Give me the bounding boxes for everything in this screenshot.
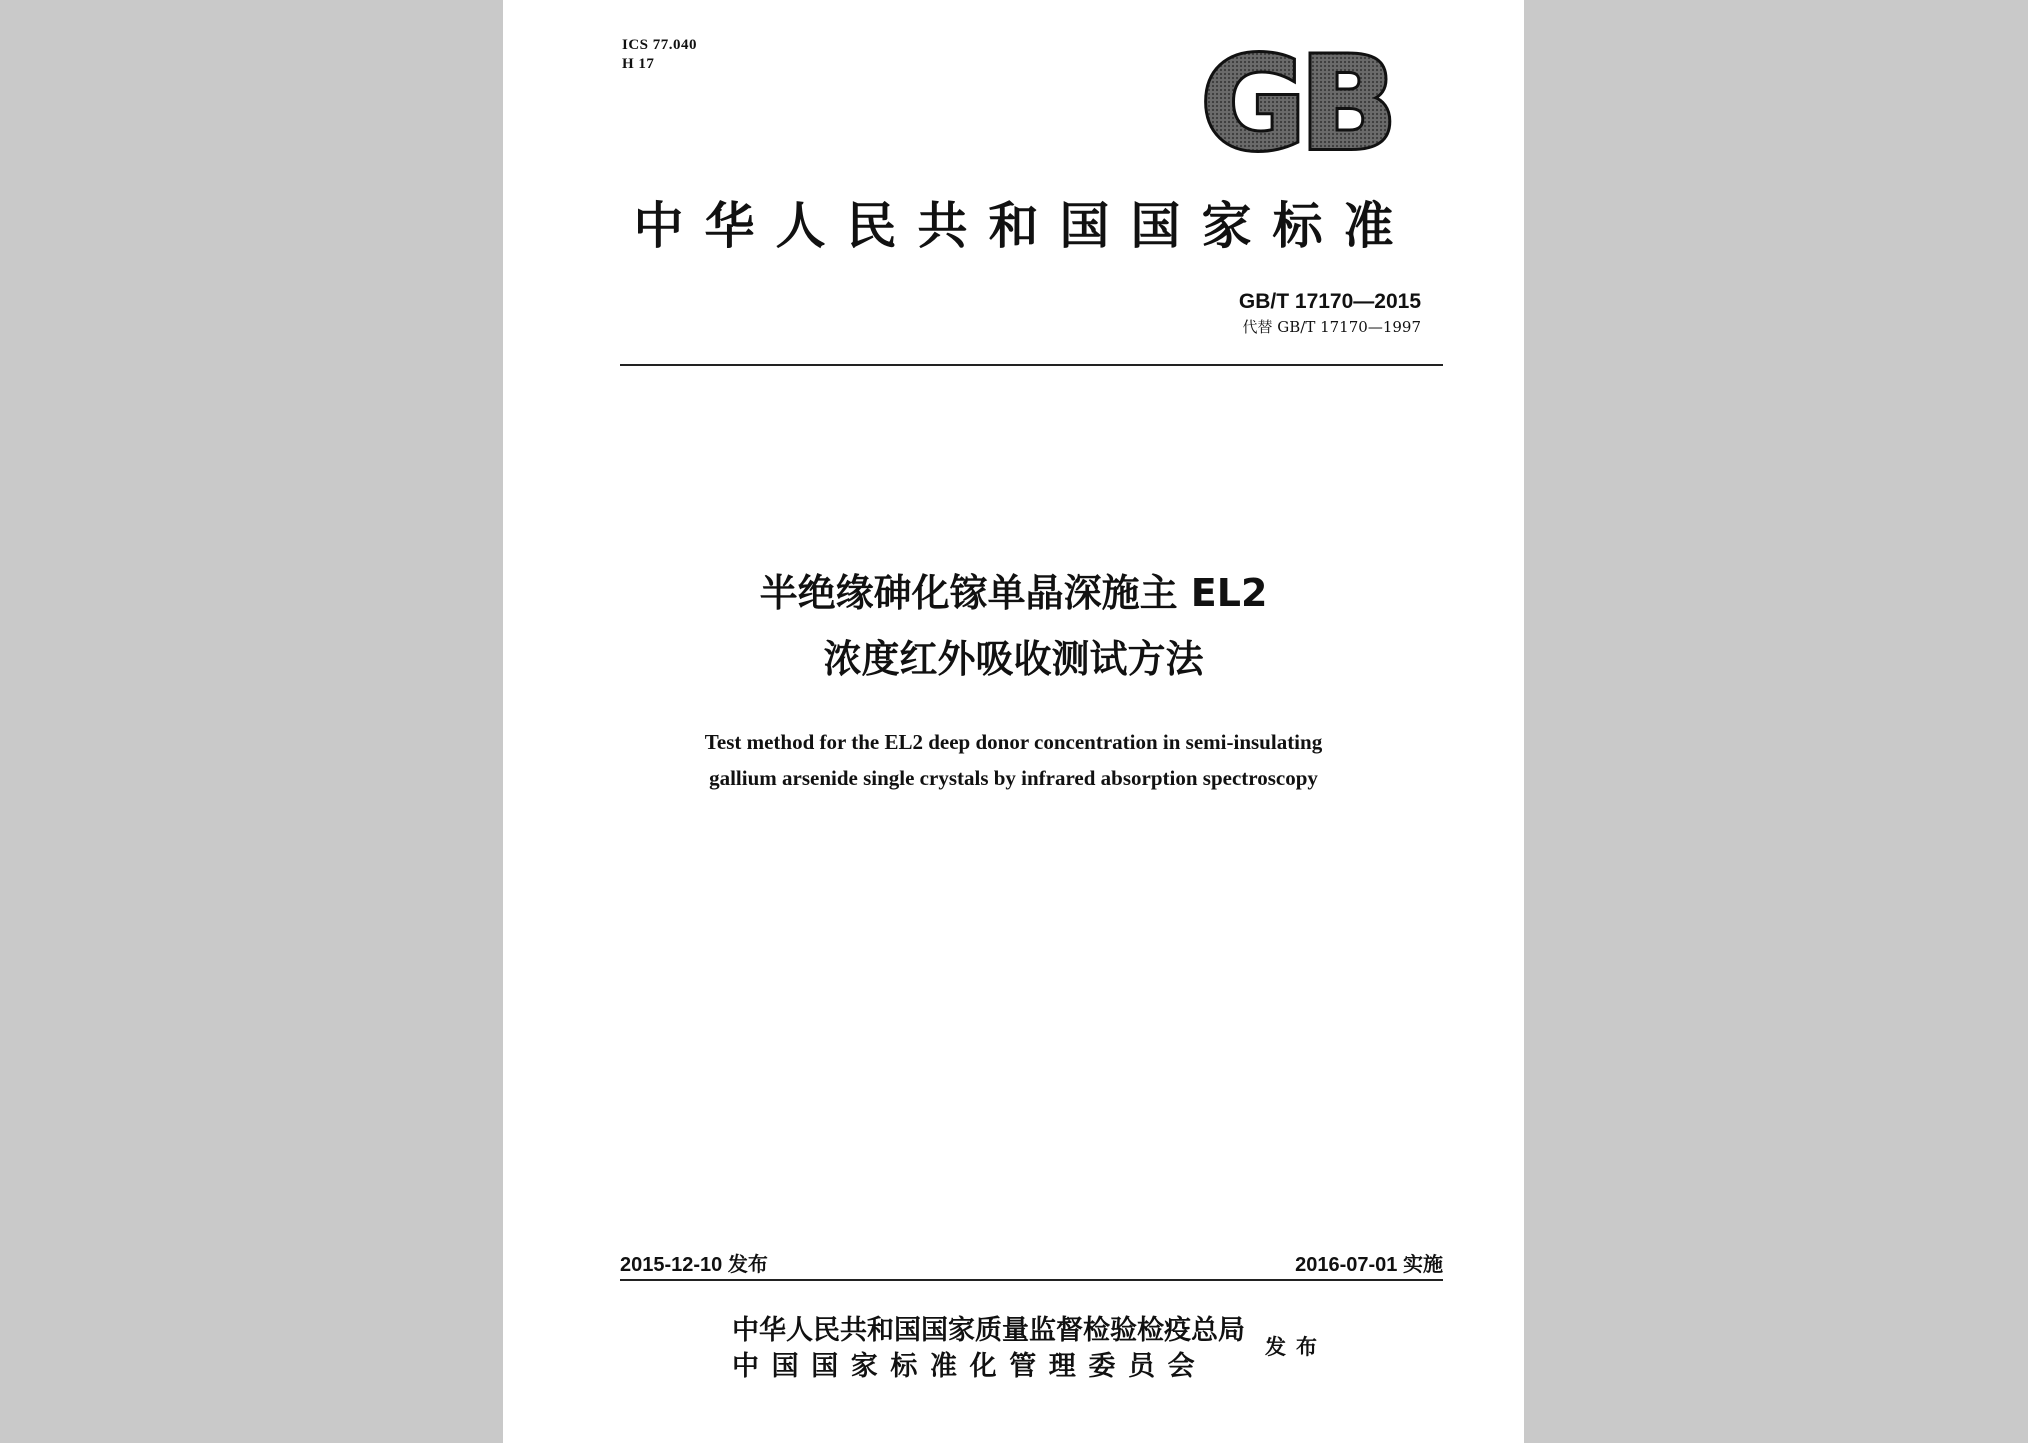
publish-label: 发布 xyxy=(1265,1335,1327,1359)
ccs-code: H 17 xyxy=(622,56,655,72)
dates-row xyxy=(620,1248,1443,1277)
document-page xyxy=(503,0,1524,1443)
gb-logo-text: GB xyxy=(1200,48,1392,160)
standard-number-block xyxy=(1239,290,1421,337)
issuer-line-2: 中国国家标准化管理委员会 xyxy=(732,1351,1208,1382)
english-title-line-2: gallium arsenide single crystals by infrared absorption spectroscopy xyxy=(709,766,1318,790)
chinese-title xyxy=(503,560,1524,692)
effective-date: 2016-07-01 实施 xyxy=(1295,1254,1443,1276)
country-standard-title: 中华人民共和国国家标准 xyxy=(633,197,1415,255)
issue-date: 2015-12-10 发布 xyxy=(620,1254,768,1276)
chinese-title-line-1: 半绝缘砷化镓单晶深施主 EL2 xyxy=(759,571,1268,615)
english-title xyxy=(503,724,1524,796)
header-divider xyxy=(620,364,1443,366)
gb-logo xyxy=(1191,48,1401,160)
standard-number: GB/T 17170—2015 xyxy=(1238,290,1421,313)
classification-codes xyxy=(622,36,697,74)
replaces-standard: 代替 GB/T 17170—1997 xyxy=(1242,318,1421,336)
issuer-line-1: 中华人民共和国国家质量监督检验检疫总局 xyxy=(732,1315,1245,1346)
issuing-authorities xyxy=(732,1313,1245,1385)
chinese-title-line-2: 浓度红外吸收测试方法 xyxy=(823,637,1204,681)
ics-code: ICS 77.040 xyxy=(622,37,698,53)
footer-divider xyxy=(620,1279,1443,1281)
english-title-line-1: Test method for the EL2 deep donor concentration in semi-insulating xyxy=(704,730,1323,754)
